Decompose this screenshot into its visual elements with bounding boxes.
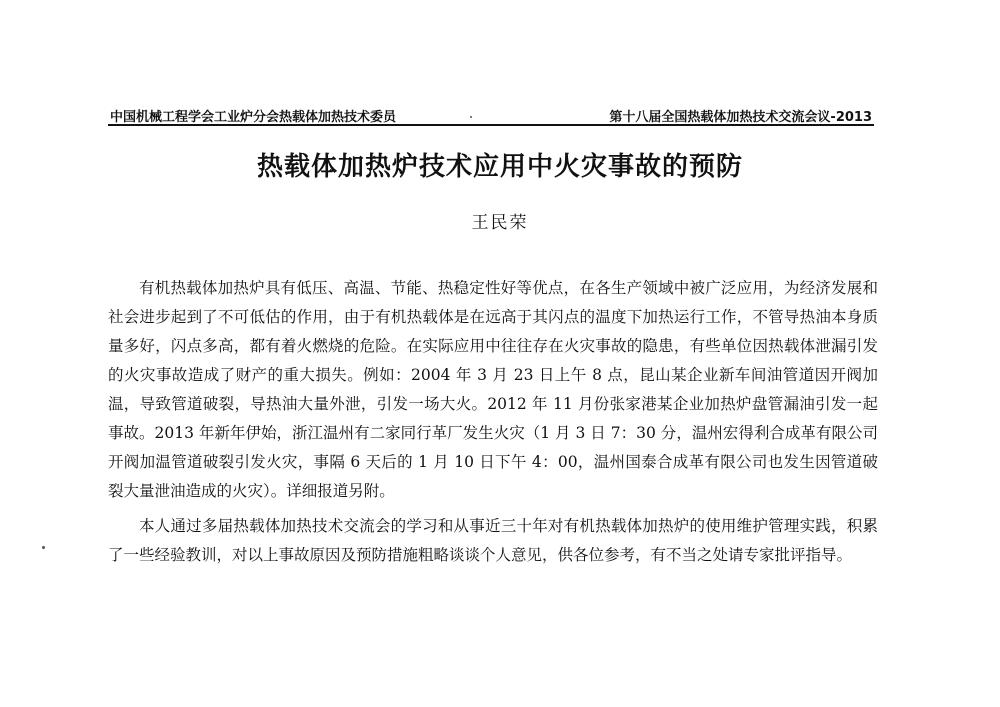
article-title: 热载体加热炉技术应用中火灾事故的预防 xyxy=(256,152,743,182)
scan-speck xyxy=(470,116,472,118)
running-header-right: 第十八届全国热载体加热技术交流会议-2013 xyxy=(609,110,872,125)
scan-speck xyxy=(42,546,45,549)
paragraph-intro: 有机热载体加热炉具有低压、高温、节能、热稳定性好等优点，在各生产领域中被广泛应用，为经济发展和社会进步起到了不可低估的作用，由于有机热载体是在远高于其闪点的温度下加热运行工作，不管导热油本身质量多好，闪点多高，都有着火燃烧的危险。在实际应用中往往存在火灾事故的隐患，有些单位因热载体泄漏引发的火灾事故造成了财产的重大损失。例如：2004 年 3 月 23 日上午 8 点，昆山某企业新车间油管道因开阀加温，导致管道破裂，导热油大量外泄，引发一场大火。2012 年 11 月份张家港某企业加热炉盘管漏油引发一起事故。2013 年新年伊始，浙江温州有二家同行革厂发生火灾（1 月 3 日 7：30 分，温州宏得利合成革有限公司开阀加温管道破裂引发火灾，事隔 6 天后的 1 月 10 日下午 4：00，温州国泰合成革有限公司也发生因管道破裂大量泄油造成的火灾）。详细报道另附。 xyxy=(108,279,878,500)
author-name: 王民荣 xyxy=(471,213,529,233)
paragraph-purpose: 本人通过多届热载体加热技术交流会的学习和从事近三十年对有机热载体加热炉的使用维护管理实践，积累了一些经验教训，对以上事故原因及预防措施粗略谈谈个人意见，供各位参考，有不当之处请专家批评指导。 xyxy=(108,517,878,564)
header-divider xyxy=(108,124,874,126)
article-body xyxy=(108,274,878,576)
running-header-left: 中国机械工程学会工业炉分会热载体加热技术委员 xyxy=(110,110,397,125)
